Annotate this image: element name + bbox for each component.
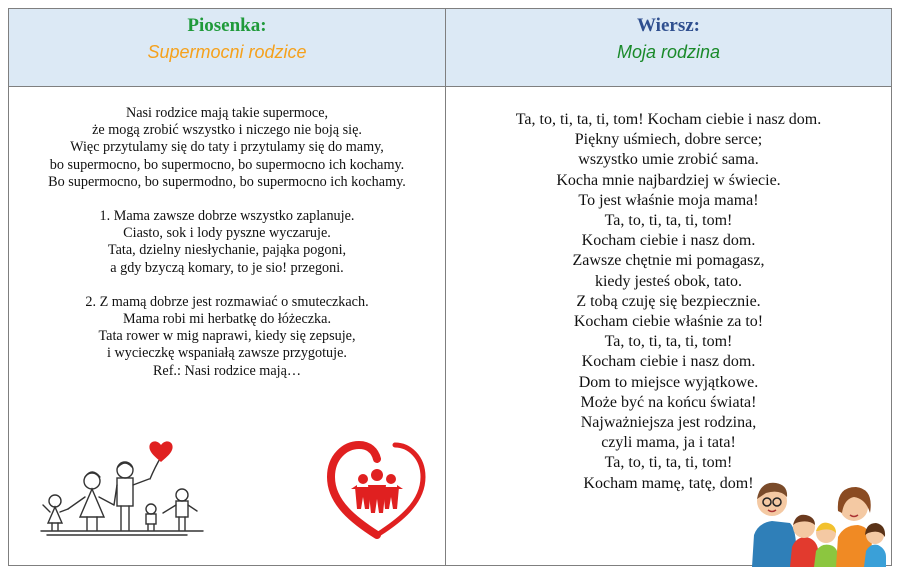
poem-type-label: Wiersz: [637, 15, 700, 36]
poem-line: Kocha mnie najbardziej w świecie. [556, 171, 781, 189]
song-line: Tata rower w mig naprawi, kiedy się zepsuje, [98, 328, 356, 345]
song-verse-1 [9, 208, 445, 277]
song-lyrics [9, 105, 445, 397]
song-title: Supermocni rodzice [147, 42, 307, 62]
poem-lines [446, 110, 891, 494]
poem-line: Z tobą czuję się bezpiecznie. [576, 292, 761, 310]
poem-line: Kocham mamę, tatę, dom! [583, 474, 754, 492]
song-header [9, 9, 446, 87]
poem-line: Ta, to, ti, ta, ti, tom! Kocham ciebie i nasz dom. [515, 111, 822, 128]
song-type-label: Piosenka: [187, 15, 267, 36]
poem-line: kiedy jesteś obok, tato. [594, 272, 743, 290]
poem-line: Może być na końcu świata! [580, 393, 757, 411]
song-line: Bo supermocno, bo supermodno, bo supermocno ich kochamy. [48, 173, 406, 190]
poem-line: czyli mama, ja i tata! [601, 434, 736, 452]
heart-family-logo-icon [325, 439, 429, 543]
song-line: i wycieczkę wspaniałą zawsze przygotuje. [107, 345, 347, 362]
poem-line: Dom to miejsce wyjątkowe. [578, 373, 759, 391]
poem-line: Piękny uśmiech, dobre serce; [574, 131, 763, 149]
poem-line: Ta, to, ti, ta, ti, tom! [604, 454, 733, 472]
song-line: Ref.: Nasi rodzice mają… [152, 362, 302, 379]
poem-line: Kocham ciebie i nasz dom. [581, 232, 756, 250]
song-line: Więc przytulamy się do taty i przytulamy się do mamy, [70, 139, 384, 156]
poem-line: Najważniejsza jest rodzina, [580, 414, 757, 432]
poem-header [446, 9, 891, 87]
poem-line: wszystko umie zrobić sama. [578, 151, 759, 169]
song-line: 2. Z mamą dobrze jest rozmawiać o smuteczkach. [85, 293, 369, 310]
lyrics-table [8, 8, 892, 566]
song-line: że mogą zrobić wszystko i niczego nie boją się. [92, 122, 362, 139]
song-refrain [9, 105, 445, 191]
poem-line: Zawsze chętnie mi pomagasz, [572, 252, 765, 270]
song-line: 1. Mama zawsze dobrze wszystko zaplanuje. [99, 208, 355, 225]
song-line: Ciasto, sok i lody pyszne wyczaruje. [123, 225, 331, 242]
poem-line: To jest właśnie moja mama! [578, 191, 759, 209]
song-line: Nasi rodzice mają takie supermoce, [125, 105, 329, 121]
song-cell [9, 87, 446, 565]
poem-cell [446, 87, 891, 565]
family-drawing-icon [37, 439, 207, 539]
song-line: Tata, dzielny niesłychanie, pająka pogoni, [107, 242, 347, 259]
poem-line: Kocham ciebie i nasz dom. [581, 353, 756, 371]
poem-line: Kocham ciebie właśnie za to! [573, 313, 764, 331]
song-verse-2 [9, 294, 445, 380]
song-line: bo supermocno, bo supermocno, bo supermocno ich kochamy. [49, 156, 405, 173]
poem-line: Ta, to, ti, ta, ti, tom! [604, 333, 733, 351]
song-line: Mama robi mi herbatkę do łóżeczka. [123, 311, 331, 328]
song-line: a gdy bzyczą komary, to je sio! przegoni. [110, 259, 344, 276]
poem-title: Moja rodzina [616, 42, 721, 62]
poem-line: Ta, to, ti, ta, ti, tom! [604, 212, 733, 230]
family-cartoon-icon [746, 461, 886, 567]
